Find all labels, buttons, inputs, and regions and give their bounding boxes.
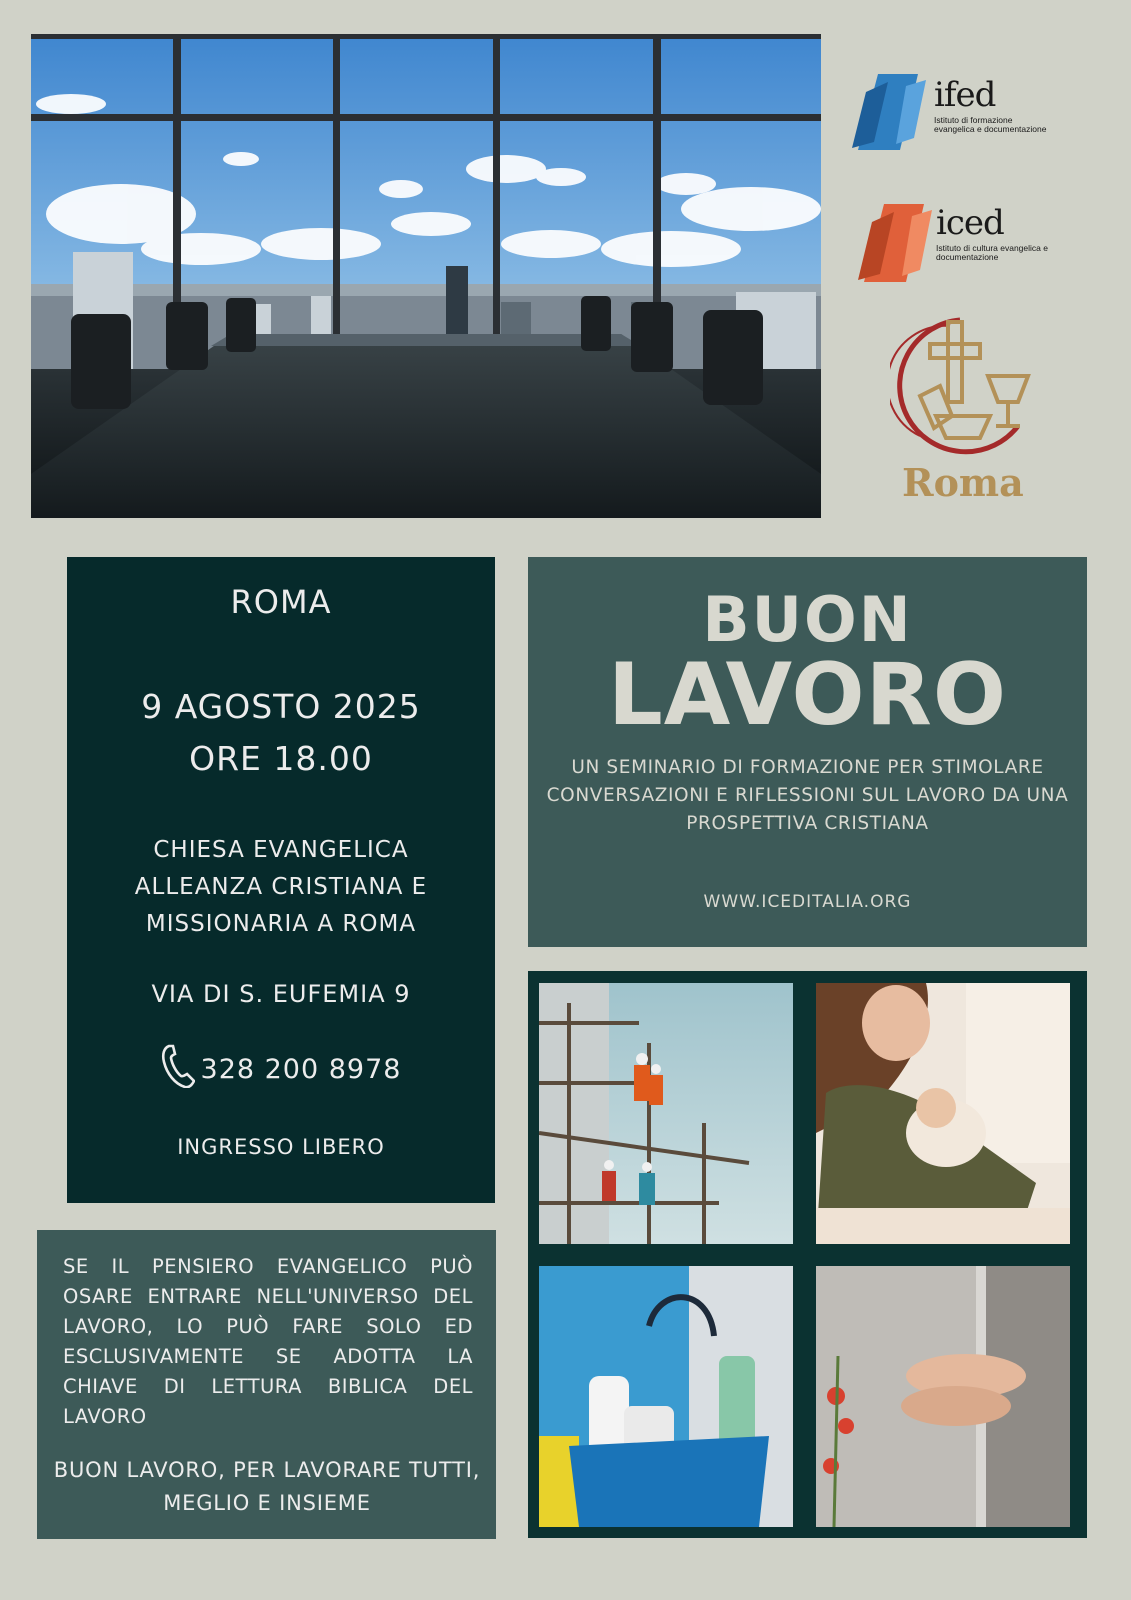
website-link[interactable]: WWW.ICEDITALIA.ORG: [703, 892, 912, 912]
event-info-panel: [67, 557, 495, 1203]
event-date: 9 AGOSTO 2025: [141, 687, 421, 726]
roma-church-logo: [890, 316, 1040, 506]
phone-icon: [161, 1044, 195, 1095]
event-entry: INGRESSO LIBERO: [177, 1135, 385, 1159]
event-city: ROMA: [230, 583, 332, 621]
ifed-logo-name: ifed: [934, 75, 996, 115]
event-address: VIA DI S. EUFEMIA 9: [151, 980, 411, 1008]
photo-grid: [528, 971, 1087, 1538]
motto-text: BUON LAVORO, PER LAVORARE TUTTI, MEGLIO E INSIEME: [53, 1458, 481, 1515]
quote-text: SE IL PENSIERO EVANGELICO PUÒ OSARE ENTRARE NELL'UNIVERSO DEL LAVORO, LO PUÒ FARE SOLO ED ESCLUSIVAMENTE SE ADOTTA LA CHIAVE DI LETTURA BIBLICA DEL LAVORO: [63, 1255, 473, 1428]
event-phone-row: [67, 1044, 495, 1095]
iced-logo-tagline: Istituto di cultura evangelica e documentazione: [936, 243, 1048, 262]
iced-logo-name: iced: [936, 203, 1004, 243]
title-line1: BUON: [702, 583, 913, 656]
event-time: ORE 18.00: [189, 739, 373, 778]
cleaning-supplies-photo: [539, 1266, 793, 1527]
quote-panel: [37, 1230, 496, 1539]
iced-logo-mark: [856, 202, 940, 286]
ifed-logo-mark: [848, 72, 936, 156]
iced-logo: [856, 202, 1066, 287]
event-venue: CHIESA EVANGELICA ALLEANZA CRISTIANA E MISSIONARIA A ROMA: [134, 837, 428, 937]
title-subtitle: UN SEMINARIO DI FORMAZIONE PER STIMOLARE CONVERSAZIONI E RIFLESSIONI SUL LAVORO DA UNA PROSPETTIVA CRISTIANA: [546, 757, 1069, 834]
title-panel: [528, 557, 1087, 947]
roma-emblem-icon: [890, 316, 1040, 466]
construction-workers-photo: [539, 983, 793, 1244]
ifed-logo-tagline: Istituto di formazione evangelica e documentazione: [934, 115, 1047, 134]
mother-baby-photo: [816, 983, 1070, 1244]
roma-logo-label: Roma: [902, 460, 1024, 505]
hero-office-photo: [31, 34, 821, 518]
caring-hands-photo: [816, 1266, 1070, 1527]
event-phone: 328 200 8978: [200, 1054, 402, 1085]
title-line2: LAVORO: [607, 645, 1007, 745]
ifed-logo: [848, 72, 1058, 157]
